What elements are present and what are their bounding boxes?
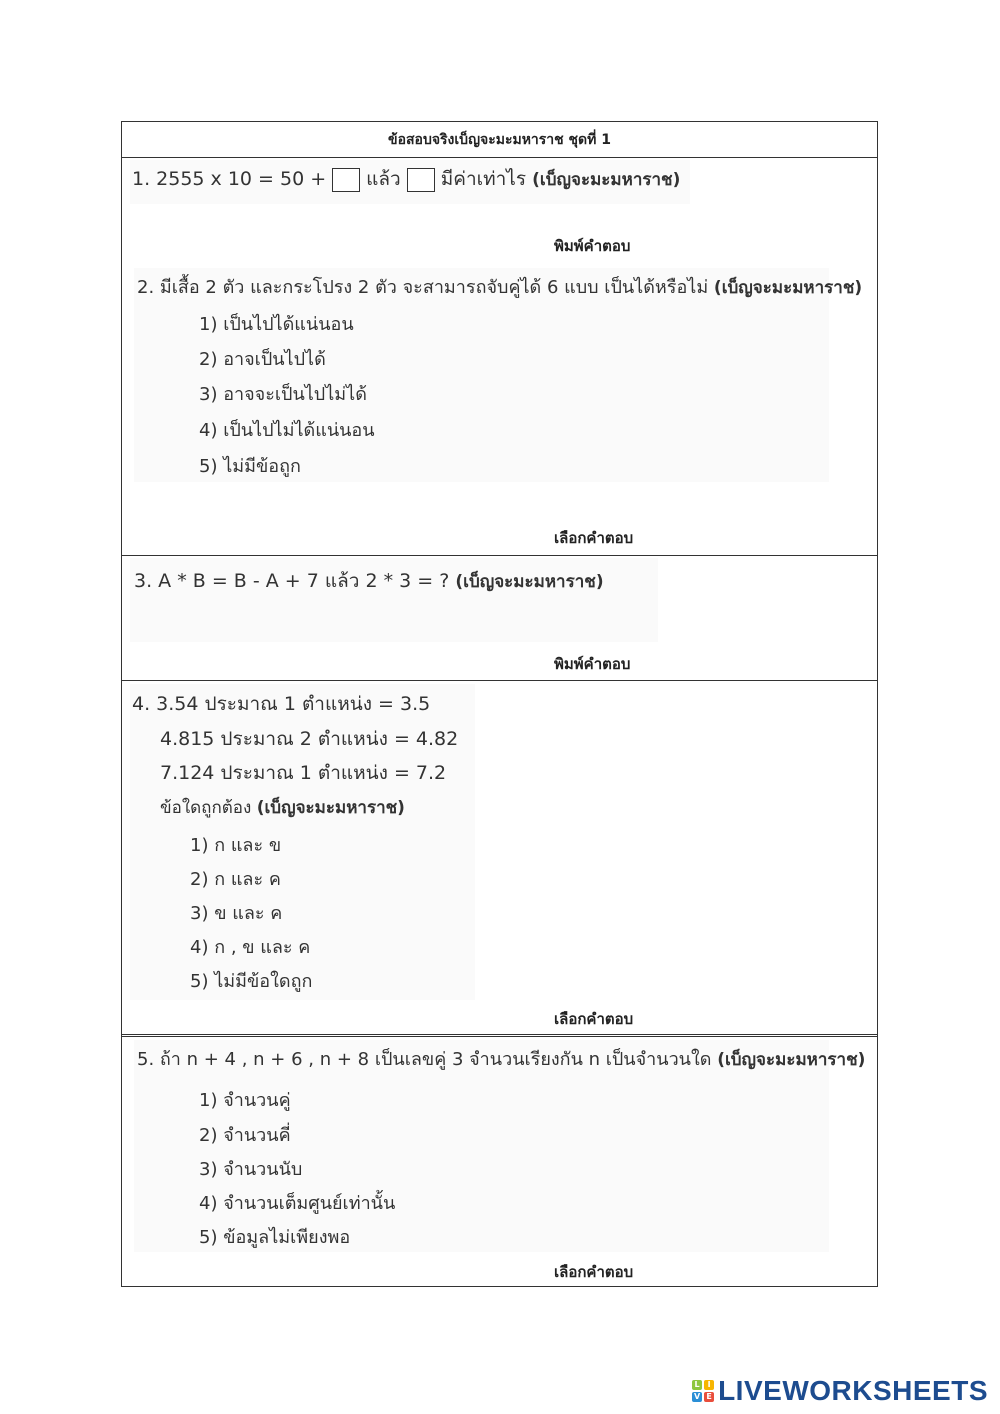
- liveworksheets-logo[interactable]: [692, 1374, 988, 1408]
- q1-type-answer[interactable]: พิมพ์คำตอบ: [554, 237, 631, 255]
- question-1-text-a: 1. 2555 x 10 = 50 +: [132, 168, 327, 190]
- q4-option-3: 3) ข และ ค: [190, 903, 283, 924]
- q5-option-5: 5) ข้อมูลไม่เพียงพอ: [199, 1227, 351, 1248]
- q2-option-2: 2) อาจเป็นไปได้: [199, 349, 326, 370]
- q2-option-1: 1) เป็นไปได้แน่นอน: [199, 314, 354, 335]
- worksheet-title: ข้อสอบจริงเบ็ญจะมะมหาราช ชุดที่ 1: [122, 122, 877, 158]
- liveworksheets-logo-text: LIVEWORKSHEETS: [718, 1375, 988, 1406]
- blank-box-1: [332, 168, 360, 192]
- question-5-text: 5. ถ้า n + 4 , n + 6 , n + 8 เป็นเลขคู่ 3 จำนวนเรียงกัน n เป็นจำนวนใด: [137, 1049, 712, 1070]
- q4-option-4: 4) ก , ข และ ค: [190, 937, 311, 958]
- q4-option-1: 1) ก และ ข: [190, 835, 282, 856]
- q4-option-2: 2) ก และ ค: [190, 869, 281, 890]
- question-3: [134, 566, 604, 596]
- question-4-line-4: [160, 794, 405, 821]
- question-1-text-c: มีค่าเท่าไร: [440, 168, 527, 190]
- question-5: [137, 1044, 865, 1073]
- question-5-tag: (เบ็ญจะมะมหาราช): [717, 1050, 866, 1070]
- q2-option-3: 3) อาจจะเป็นไปไม่ได้: [199, 384, 367, 405]
- q2-option-5: 5) ไม่มีข้อถูก: [199, 456, 301, 477]
- question-1-text-b: แล้ว: [366, 168, 401, 190]
- worksheet-sheet: [121, 121, 878, 1287]
- q5-option-4: 4) จำนวนเต็มศูนย์เท่านั้น: [199, 1193, 396, 1214]
- q5-option-2: 2) จำนวนคี่: [199, 1125, 291, 1146]
- blank-box-2: [407, 168, 435, 192]
- divider-q4-q5: [122, 1034, 877, 1037]
- q2-option-4: 4) เป็นไปไม่ได้แน่นอน: [199, 420, 375, 441]
- question-2-tag: (เบ็ญจะมะมหาราช): [713, 278, 863, 298]
- divider-q3-q4: [122, 680, 877, 681]
- question-2: [137, 272, 862, 301]
- q4-choose-answer[interactable]: เลือกคำตอบ: [554, 1010, 634, 1028]
- question-4-line-1: 4. 3.54 ประมาณ 1 ตำแหน่ง = 3.5: [132, 693, 431, 715]
- question-4-line-3: 7.124 ประมาณ 1 ตำแหน่ง = 7.2: [160, 762, 447, 784]
- question-1-tag: (เบ็ญจะมะมหาราช): [532, 170, 681, 190]
- question-2-text: 2. มีเสื้อ 2 ตัว และกระโปรง 2 ตัว จะสามารถจับคู่ได้ 6 แบบ เป็นได้หรือไม่: [137, 277, 709, 298]
- question-4-prompt: ข้อใดถูกต้อง: [160, 798, 252, 818]
- q5-choose-answer[interactable]: เลือกคำตอบ: [554, 1263, 634, 1281]
- q2-choose-answer[interactable]: เลือกคำตอบ: [554, 529, 634, 547]
- question-3-text: 3. A * B = B - A + 7 แล้ว 2 * 3 = ?: [134, 570, 450, 592]
- q3-type-answer[interactable]: พิมพ์คำตอบ: [554, 655, 631, 673]
- q4-option-5: 5) ไม่มีข้อใดถูก: [190, 971, 313, 992]
- question-4-line-2: 4.815 ประมาณ 2 ตำแหน่ง = 4.82: [160, 728, 459, 750]
- q5-option-3: 3) จำนวนนับ: [199, 1159, 303, 1180]
- divider-q2-q3: [122, 555, 877, 556]
- q5-option-1: 1) จำนวนคู่: [199, 1090, 291, 1111]
- liveworksheets-logo-icon: L I V E: [692, 1380, 714, 1402]
- question-4-tag: (เบ็ญจะมะมหาราช): [256, 798, 405, 818]
- question-3-tag: (เบ็ญจะมะมหาราช): [455, 572, 604, 592]
- question-1: [132, 164, 680, 194]
